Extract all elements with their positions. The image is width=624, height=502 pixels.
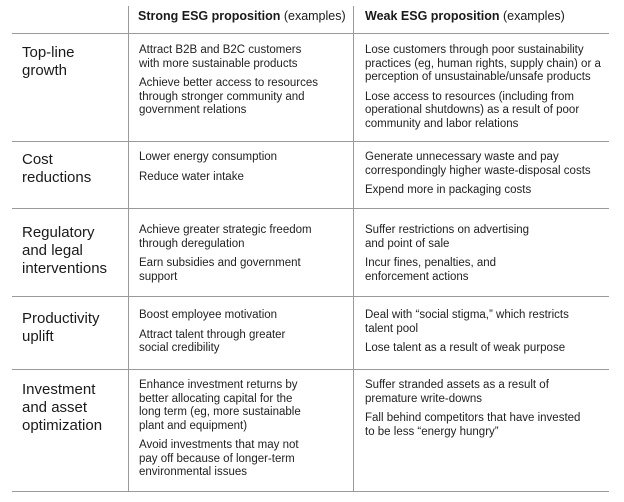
weak-item: Lose talent as a result of weak purpose — [365, 342, 566, 354]
strong-item: Reduce water intake — [139, 170, 244, 183]
row-label-productivity-uplift: Productivity uplift — [22, 310, 100, 345]
header-weak-title: Weak ESG proposition — [365, 9, 500, 23]
column-divider-left — [128, 6, 129, 492]
column-divider-middle — [353, 6, 354, 492]
weak-item: Generate unnecessary waste and pay correspondingly higher waste-disposal costs — [365, 151, 591, 177]
strong-item: Enhance investment returns by better allocating capital for the long term (eg, more sustainable plant and equipment) — [139, 379, 301, 432]
header-weak-suffix: (examples) — [499, 9, 565, 23]
cell-strong-productivity-uplift — [139, 309, 344, 362]
row-label-cost-reductions: Cost reductions — [22, 151, 92, 186]
cell-strong-top-line-growth — [139, 44, 344, 124]
weak-item: Suffer restrictions on advertising and point of sale — [365, 224, 530, 250]
header-weak-esg — [365, 8, 565, 24]
header-strong-esg — [138, 8, 346, 24]
header-strong-title: Strong ESG proposition — [138, 9, 281, 23]
row-label-top-line-growth: Top-line growth — [22, 44, 75, 79]
weak-item: Deal with “social stigma,” which restricts talent pool — [365, 309, 569, 335]
table-bottom-border — [12, 491, 609, 492]
weak-item: Fall behind competitors that have invested to be less “energy hungry” — [365, 412, 581, 438]
row-divider — [12, 296, 609, 297]
row-divider — [12, 208, 609, 209]
strong-item: Earn subsidies and government support — [139, 257, 301, 283]
strong-item: Achieve greater strategic freedom through deregulation — [139, 224, 312, 250]
header-strong-suffix: (examples) — [280, 9, 346, 23]
row-divider — [12, 141, 609, 142]
cell-weak-top-line-growth — [365, 44, 610, 137]
weak-item: Lose access to resources (including from operational shutdowns) as a result of poor community and labor relations — [365, 90, 580, 130]
row-label-investment-asset: Investment and asset optimization — [22, 381, 103, 434]
row-divider — [12, 33, 609, 34]
cell-strong-cost-reductions — [139, 151, 344, 190]
strong-item: Lower energy consumption — [139, 151, 278, 163]
weak-item: Incur fines, penalties, and enforcement actions — [365, 257, 497, 283]
cell-strong-investment-asset — [139, 379, 344, 486]
row-divider — [12, 369, 609, 370]
strong-item: Attract B2B and B2C customers with more sustainable products — [139, 44, 302, 70]
cell-weak-productivity-uplift — [365, 309, 610, 362]
cell-strong-regulatory-legal — [139, 224, 344, 290]
weak-item: Suffer stranded assets as a result of premature write-downs — [365, 379, 549, 405]
strong-item: Boost employee motivation — [139, 309, 278, 321]
weak-item: Lose customers through poor sustainability practices (eg, human rights, supply chain) or a perception of unsustainable/unsafe products — [365, 44, 601, 83]
cell-weak-investment-asset — [365, 379, 610, 445]
row-label-regulatory-legal: Regulatory and legal interventions — [22, 224, 108, 277]
cell-weak-regulatory-legal — [365, 224, 610, 290]
cell-weak-cost-reductions — [365, 151, 610, 204]
weak-item: Expend more in packaging costs — [365, 184, 532, 196]
strong-item: Avoid investments that may not pay off because of longer-term environmental issues — [139, 439, 299, 478]
strong-item: Attract talent through greater social credibility — [139, 328, 286, 354]
strong-item: Achieve better access to resources through stronger community and government relations — [139, 77, 318, 116]
